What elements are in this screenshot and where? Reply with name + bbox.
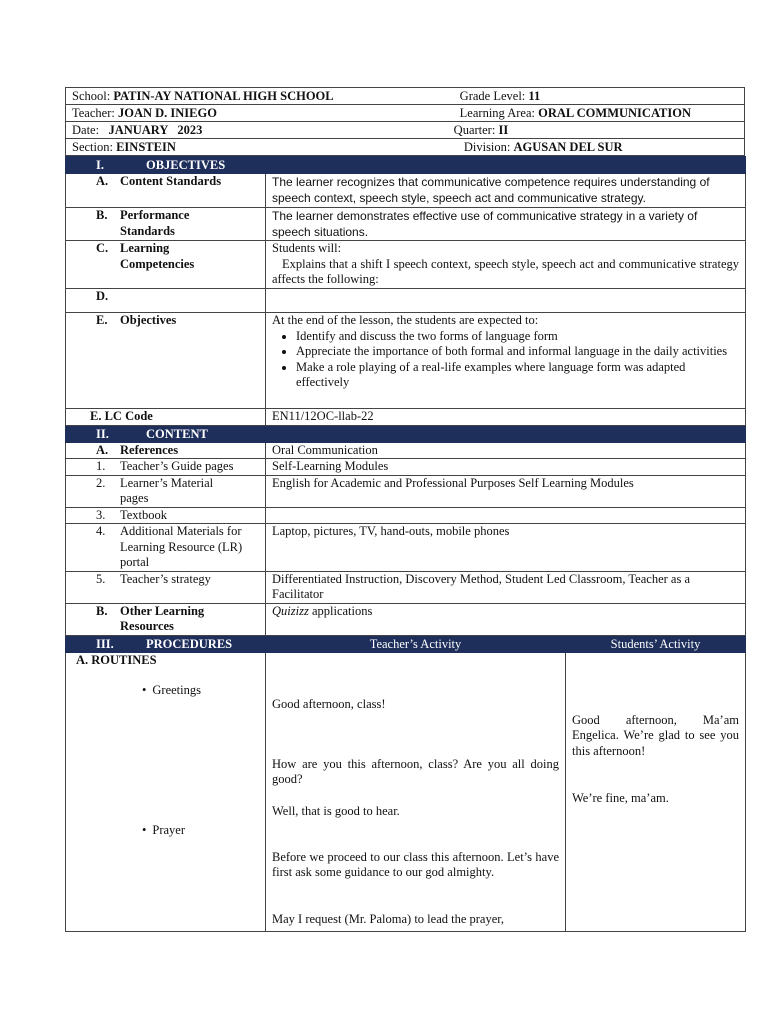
section-objectives-header	[66, 157, 746, 174]
student-line: We’re fine, ma’am.	[572, 790, 669, 805]
content-standards-row: A. Content Standards The learner recognizes that communicative competence requires understanding of speech context, speech style, speech act and communicative strategy.	[66, 174, 746, 208]
teacher-label: Teacher:	[72, 106, 115, 120]
date-label: Date:	[72, 123, 100, 137]
school-name: PATIN-AY NATIONAL HIGH SCHOOL	[113, 89, 334, 103]
division-label: Division:	[463, 140, 511, 154]
objectives-row: E. Objectives At the end of the lesson, the students are expected to: • Identify and discuss the two forms of language form • Appreciate the importance of both formal and informal language in the daily activities • Make a role playing of a real-life examples where language form was adapted effectively	[66, 313, 746, 409]
additional-materials-row: 4. Additional Materials for Learning Resource (LR) portal Laptop, pictures, TV, hand-outs, mobile phones	[66, 524, 746, 572]
teachers-guide-row: 1. Teacher’s Guide pages Self-Learning Modules	[66, 459, 746, 476]
grade-level: 11	[528, 89, 541, 103]
student-line: Good afternoon, Ma’am Engelica. We’re glad to see you this afternoon!	[572, 712, 739, 758]
school-label: School:	[72, 89, 111, 103]
teacher-line: Good afternoon, class!	[272, 696, 386, 711]
teacher-line: How are you this afternoon, class? Are you all doing good?	[272, 756, 559, 786]
division-value: AGUSAN DEL SUR	[513, 140, 623, 154]
section-procedures-header: III. PROCEDURES Teacher’s Activity Students’ Activity	[66, 635, 746, 652]
teacher-name: JOAN D. INIEGO	[117, 106, 217, 120]
learning-area: ORAL COMMUNICATION	[538, 106, 692, 120]
quarter-value: II	[498, 123, 509, 137]
area-label: Learning Area:	[459, 106, 535, 120]
lesson-plan	[65, 87, 745, 932]
teachers-strategy-row: 5. Teacher’s strategy Differentiated Instruction, Discovery Method, Student Led Classroom, Teacher as a Facilitator	[66, 571, 746, 603]
textbook-row: 3. Textbook	[66, 507, 746, 524]
routines-row	[66, 652, 746, 931]
prayer-item: • Prayer	[142, 823, 185, 839]
lesson-table	[65, 156, 746, 932]
section-label: Section:	[72, 140, 113, 154]
references-row: A. References Oral Communication	[66, 442, 746, 459]
objective-item: • Appreciate the importance of both formal and informal language in the daily activities	[296, 344, 739, 360]
learning-competencies-row: C. Learning Competencies Students will: Explains that a shift I speech context, speech style, speech act and communicative strategy affects the following:	[66, 241, 746, 289]
section-value: EINSTEIN	[116, 140, 176, 154]
section-num: I.	[96, 158, 104, 172]
d-row: D.	[66, 289, 746, 313]
routines-label: A. ROUTINES	[76, 652, 157, 667]
teacher-line: Before we proceed to our class this afternoon. Let’s have first ask some guidance to our god almighty.	[272, 849, 559, 879]
header-row-4	[66, 139, 744, 156]
learners-material-row: 2. Learner’s Material pages English for Academic and Professional Purposes Self Learning Modules	[66, 475, 746, 507]
greetings-item: • Greetings	[142, 683, 201, 699]
teacher-activity-header: Teacher’s Activity	[266, 635, 566, 652]
grade-label: Grade Level:	[459, 89, 526, 103]
teacher-line: May I request (Mr. Paloma) to lead the prayer,	[272, 911, 505, 926]
header-row-1	[66, 88, 744, 105]
objective-item: • Identify and discuss the two forms of language form	[296, 329, 739, 345]
header-row-2	[66, 105, 744, 122]
objective-item: • Make a role playing of a real-life examples where language form was adapted effectively	[296, 360, 739, 391]
header-row-3	[66, 122, 744, 139]
other-resources-row: B. Other Learning Resources Quizizz applications	[66, 603, 746, 635]
section-content-header: II. CONTENT	[66, 425, 746, 442]
date-value: JANUARY 2023	[108, 123, 203, 137]
lc-code-row: E. LC Code EN11/12OC-llab-22	[66, 409, 746, 426]
quarter-label: Quarter:	[453, 123, 496, 137]
performance-standards-row: B. Performance Standards The learner demonstrates effective use of communicative strategy in a variety of speech situations.	[66, 208, 746, 241]
section-title: OBJECTIVES	[146, 158, 226, 172]
students-activity-header: Students’ Activity	[566, 635, 746, 652]
teacher-line: Well, that is good to hear.	[272, 803, 400, 818]
header-block	[65, 87, 745, 156]
